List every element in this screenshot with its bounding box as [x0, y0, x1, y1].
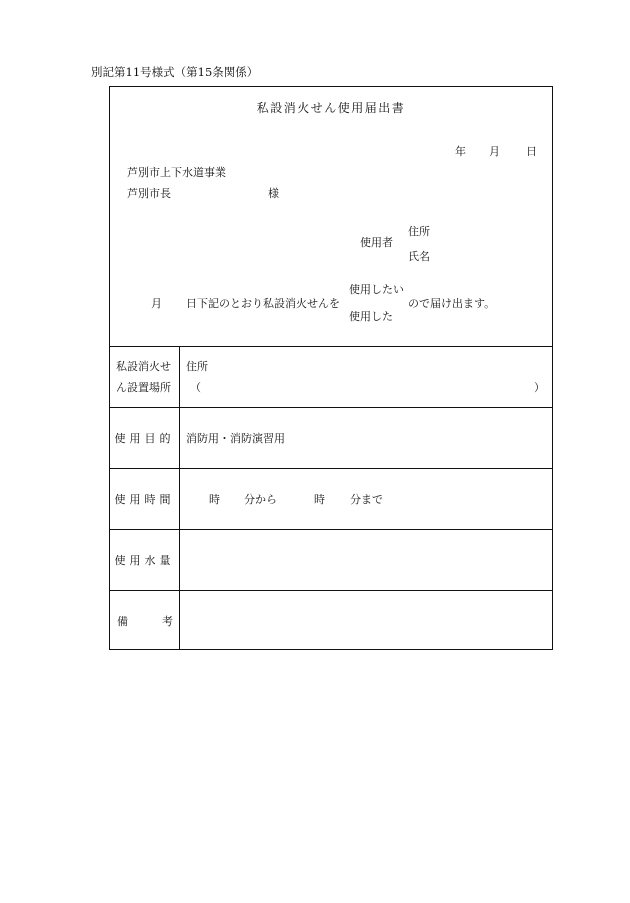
applicant-address-label: 住所	[408, 225, 430, 238]
location-paren-close: ）	[534, 381, 545, 394]
statement-month: 月	[151, 297, 162, 310]
remarks-label-left: 備	[117, 615, 128, 628]
location-address-label: 住所	[186, 360, 208, 373]
time-hour-end: 時	[314, 493, 325, 506]
date-year: 年	[455, 145, 466, 158]
addressee-honorific: 様	[268, 187, 279, 200]
location-label-line2: ん設置場所	[116, 381, 171, 394]
statement-day-text: 日下記のとおり私設消火せんを	[186, 297, 340, 310]
purpose-value: 消防用・消防演習用	[186, 432, 285, 445]
statement-option-past: 使用した	[349, 310, 393, 323]
time-hour-start: 時	[209, 493, 220, 506]
statement-option-future: 使用したい	[349, 283, 404, 296]
row-divider	[110, 468, 552, 469]
purpose-label: 使用目的	[114, 432, 175, 445]
time-minute-from: 分から	[244, 493, 277, 506]
time-minute-to: 分まで	[350, 493, 383, 506]
row-divider	[110, 529, 552, 530]
label-column-divider	[179, 346, 180, 649]
row-divider	[110, 346, 552, 347]
applicant-label: 使用者	[360, 236, 393, 249]
form-number: 別記第11号様式（第15条関係）	[91, 65, 259, 79]
addressee-utility: 芦別市上下水道事業	[127, 166, 226, 179]
date-month: 月	[489, 145, 500, 158]
location-paren-open: （	[190, 381, 201, 394]
time-label: 使用時間	[114, 493, 175, 506]
form-title: 私設消火せん使用届出書	[256, 101, 406, 115]
row-divider	[110, 407, 552, 408]
date-day: 日	[526, 145, 537, 158]
form-frame	[109, 86, 553, 650]
addressee-mayor: 芦別市長	[127, 187, 171, 200]
remarks-label-right: 考	[162, 615, 173, 628]
applicant-name-label: 氏名	[408, 250, 430, 263]
volume-label: 使用水量	[114, 554, 175, 567]
row-divider	[110, 590, 552, 591]
location-label-line1: 私設消火せ	[116, 360, 171, 373]
statement-ending: ので届け出ます。	[408, 297, 496, 310]
